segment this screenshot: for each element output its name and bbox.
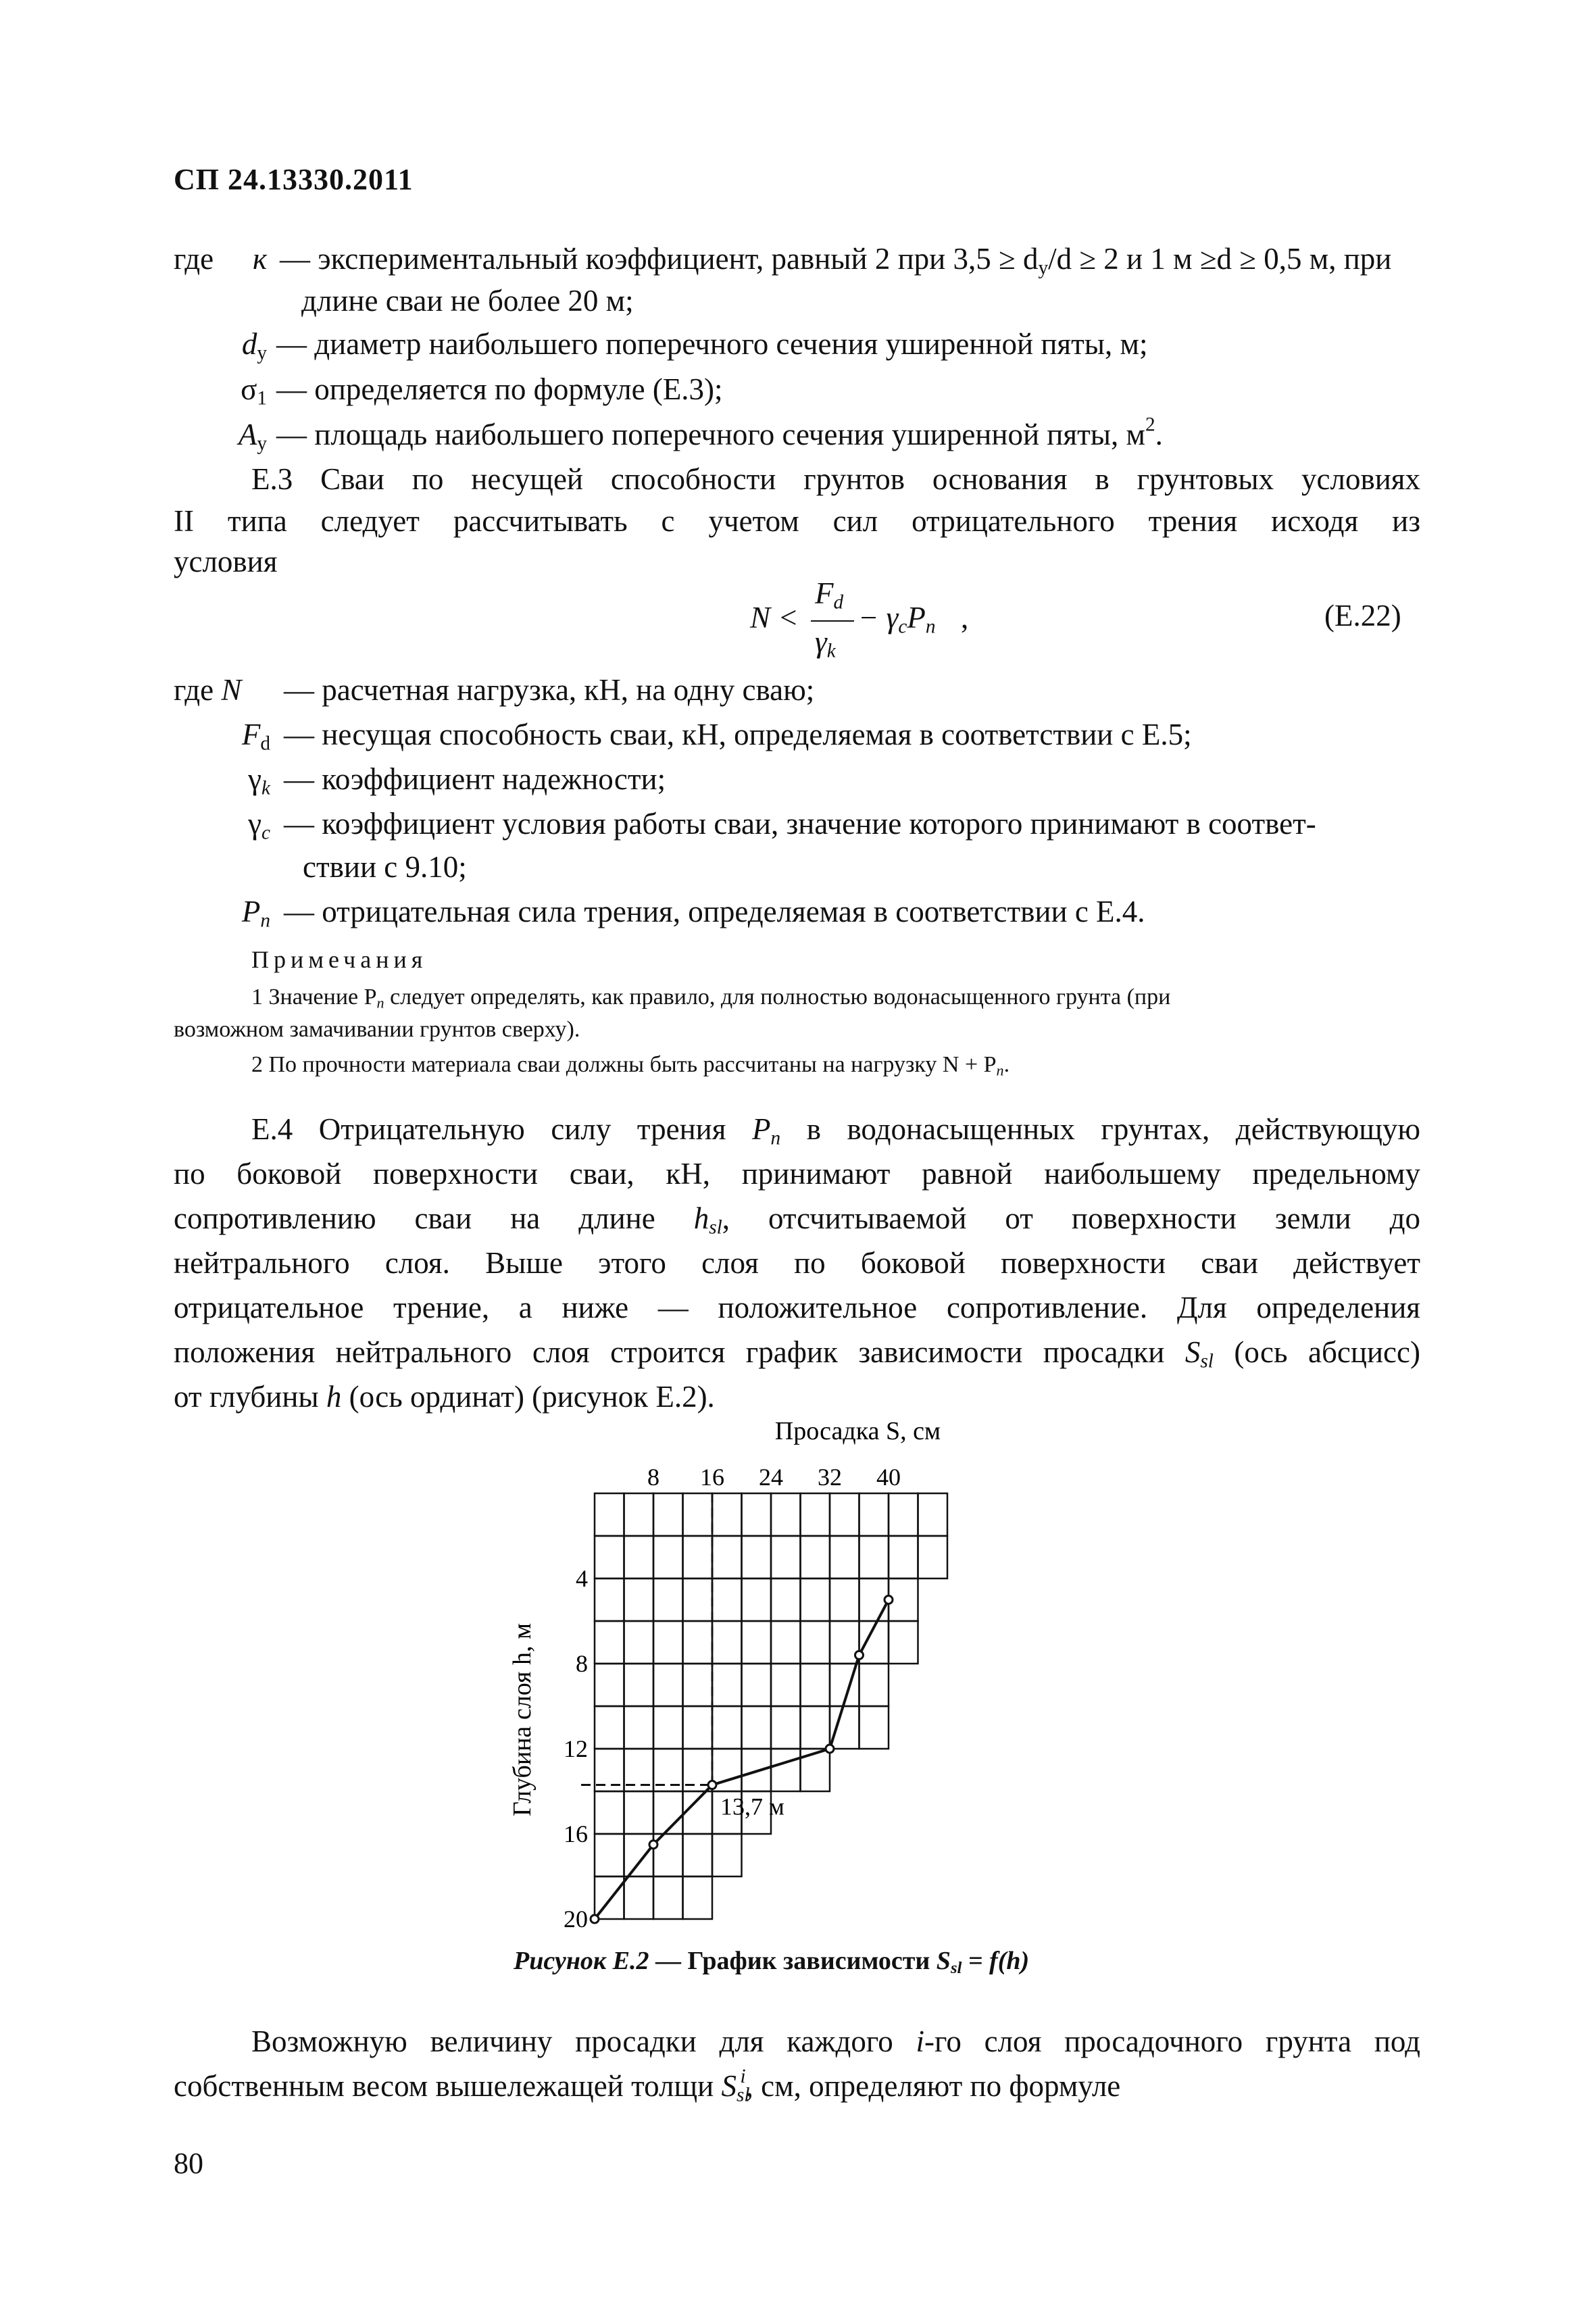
def-Pn-text: — отрицательная сила трения, определяемая в соответствии с Е.4. — [284, 895, 1145, 928]
grid-cell — [918, 1536, 948, 1578]
def-gc-text-line2: ствии с 9.10; — [303, 850, 467, 884]
y-tick-label: 8 — [576, 1650, 588, 1677]
data-point — [826, 1745, 834, 1753]
settlement-depth-chart — [473, 1419, 1149, 1946]
para-final-line1: Возможную величину просадки для каждого i-го слоя просадочного грунта под — [251, 2024, 1420, 2058]
y-tick-label: 4 — [576, 1565, 588, 1592]
data-point — [855, 1651, 864, 1659]
document-header: СП 24.13330.2011 — [174, 163, 414, 196]
def-gc-text: — коэффициент условия работы сваи, значение которого принимают в соответ- — [284, 807, 1316, 841]
para-e4-line2: по боковой поверхности сваи, кН, принимают равной наибольшему предельному — [174, 1157, 1420, 1191]
grid-cell — [801, 1664, 830, 1706]
grid-cell — [595, 1493, 624, 1536]
para-e4-line7: от глубины h (ось ординат) (рисунок Е.2). — [174, 1380, 715, 1414]
figure-caption: Рисунок Е.2 — График зависимости $S_{sl} = f(h)$ — [514, 1947, 1030, 1978]
grid-cell — [624, 1493, 654, 1536]
grid-cell — [595, 1664, 624, 1706]
grid-cell — [712, 1493, 742, 1536]
x-tick-label: 32 — [818, 1464, 842, 1491]
grid-cell — [653, 1578, 683, 1621]
grid-cell — [624, 1664, 654, 1706]
grid-cell — [653, 1621, 683, 1664]
def-sigma1-text: — определяется по формуле (Е.3); — [276, 372, 723, 406]
grid-cell — [683, 1791, 713, 1834]
grid-cell — [683, 1834, 713, 1876]
grid-cell — [683, 1706, 713, 1749]
grid-cell — [595, 1834, 624, 1876]
def-N-text: — расчетная нагрузка, кН, на одну сваю; — [284, 673, 815, 707]
note-1-line1: 1 Значение $P_n$ следует определять, как правило, для полностью водонасыщенного грунта (при — [251, 985, 1171, 1012]
grid-cell — [712, 1664, 742, 1706]
y-tick-label: 12 — [564, 1735, 588, 1762]
grid-cell — [830, 1578, 859, 1621]
grid-cell — [771, 1664, 801, 1706]
def-k-symbol: к — [253, 242, 268, 276]
para-final-line2: собственным весом вышележащей толщи $S_{sl}^i$, см, определяют по формуле — [174, 2065, 1121, 2106]
def-gk-text: — коэффициент надежности; — [284, 762, 666, 796]
def-Ay-symbol: $A_y$ — [238, 418, 267, 455]
grid-cell — [742, 1664, 772, 1706]
grid-cell — [595, 1578, 624, 1621]
para-e3-line3: условия — [174, 545, 278, 578]
y-tick-label: 20 — [564, 1906, 588, 1933]
def-k-text: — экспериментальный коэффициент, равный 2 при $3,5 \ge d_y/d \ge 2$ и 1 м ≥d ≥ 0,5 м, при — [280, 242, 1392, 279]
grid-cell — [801, 1621, 830, 1664]
grid-cell — [653, 1493, 683, 1536]
page-number: 80 — [174, 2147, 203, 2180]
def-dy-text: — диаметр наибольшего поперечного сечения уширенной пяты, м; — [276, 327, 1148, 361]
where-label: где — [174, 242, 214, 276]
grid-cell — [918, 1493, 948, 1536]
x-tick-label: 40 — [876, 1464, 901, 1491]
formula-numerator: $F_d$ — [815, 576, 844, 614]
grid-cell — [889, 1536, 918, 1578]
y-axis-title: Глубина слоя h, м — [508, 1622, 537, 1817]
data-point — [591, 1915, 599, 1923]
def-dy-symbol: $d_y$ — [241, 327, 267, 364]
def-Ay-text: — площадь наибольшего поперечного сечения уширенной пяты, $м^2$. — [276, 414, 1163, 451]
grid-cell — [653, 1664, 683, 1706]
grid-cell — [653, 1536, 683, 1578]
fraction-bar — [811, 620, 854, 622]
formula-comma: , — [961, 601, 969, 634]
para-e4-line1: Е.4 Отрицательную силу трения $P_n$ в водонасыщенных грунтах, действующую — [251, 1112, 1420, 1149]
data-point — [708, 1781, 716, 1789]
grid-cell — [859, 1706, 889, 1749]
grid-cell — [712, 1621, 742, 1664]
grid-cell — [830, 1536, 859, 1578]
notes-title: Примечания — [251, 946, 428, 973]
grid-cell — [653, 1791, 683, 1834]
para-e4-line4: нейтрального слоя. Выше этого слоя по боковой поверхности сваи действует — [174, 1246, 1420, 1280]
grid-cell — [683, 1536, 713, 1578]
grid-cell — [595, 1791, 624, 1834]
para-e3-line2: II типа следует рассчитывать с учетом сил отрицательного трения исходя из — [174, 504, 1420, 538]
note-2: 2 По прочности материала сваи должны быть рассчитаны на нагрузку $N + P_n$. — [251, 1052, 1010, 1079]
grid-cell — [830, 1493, 859, 1536]
grid-cell — [771, 1706, 801, 1749]
grid-cell — [859, 1664, 889, 1706]
grid-cell — [683, 1876, 713, 1919]
grid-cell — [683, 1664, 713, 1706]
grid-cell — [801, 1493, 830, 1536]
y-tick-label: 16 — [564, 1820, 588, 1847]
neutral-layer-label: 13,7 м — [720, 1793, 784, 1820]
grid-cell — [624, 1876, 654, 1919]
x-tick-label: 24 — [759, 1464, 783, 1491]
grid-cell — [742, 1706, 772, 1749]
data-point — [884, 1596, 893, 1604]
where-label-2: где N — [174, 673, 242, 707]
grid-cell — [624, 1578, 654, 1621]
x-tick-label: 8 — [647, 1464, 659, 1491]
grid-cell — [624, 1834, 654, 1876]
grid-cell — [653, 1706, 683, 1749]
grid-cell — [595, 1706, 624, 1749]
note-1-line2: возможном замачивании грунтов сверху). — [174, 1017, 580, 1042]
para-e4-line3: сопротивлению сваи на длине $h_{sl}$, отсчитываемой от поверхности земли до — [174, 1201, 1420, 1239]
grid-cell — [742, 1493, 772, 1536]
data-point — [649, 1841, 657, 1849]
grid-cell — [683, 1493, 713, 1536]
grid-cell — [889, 1621, 918, 1664]
grid-cell — [771, 1749, 801, 1791]
formula-denominator: $\gamma_k$ — [815, 625, 836, 662]
grid-cell — [595, 1536, 624, 1578]
def-gc-symbol: $\gamma_c$ — [248, 807, 270, 844]
formula-lhs: N < — [750, 601, 799, 634]
grid-cell — [859, 1493, 889, 1536]
grid-cell — [859, 1536, 889, 1578]
grid-cell — [595, 1621, 624, 1664]
grid-cell — [771, 1578, 801, 1621]
grid-cell — [771, 1493, 801, 1536]
grid-cell — [830, 1706, 859, 1749]
grid-cell — [742, 1621, 772, 1664]
grid-cell — [653, 1876, 683, 1919]
grid-cell — [624, 1536, 654, 1578]
formula-gamma-c: − $\gamma_cP_n$ — [858, 601, 936, 638]
grid-cell — [742, 1536, 772, 1578]
grid-cell — [801, 1706, 830, 1749]
para-e4-line5: отрицательное трение, а ниже — положительное сопротивление. Для определения — [174, 1291, 1420, 1324]
para-e4-line6: положения нейтрального слоя строится график зависимости просадки $S_{sl}$ (ось абсцисс) — [174, 1335, 1420, 1372]
def-sigma1-symbol: $\sigma_1$ — [241, 372, 267, 409]
def-gk-symbol: $\gamma_k$ — [248, 762, 270, 799]
grid-cell — [624, 1706, 654, 1749]
grid-cell — [624, 1791, 654, 1834]
def-Fd-symbol: $F_d$ — [241, 718, 270, 755]
x-axis-title: Просадка S, см — [774, 1419, 941, 1445]
def-Pn-symbol: $P_n$ — [241, 895, 270, 932]
formula-e22 — [750, 576, 993, 664]
def-k-text-line2: длине сваи не более 20 м; — [301, 284, 634, 318]
grid-cell — [683, 1578, 713, 1621]
para-e3-line1: Е.3 Сваи по несущей способности грунтов основания в грунтовых условиях — [251, 462, 1420, 496]
grid-cell — [683, 1621, 713, 1664]
grid-cell — [771, 1621, 801, 1664]
grid-cell — [771, 1536, 801, 1578]
grid-cell — [712, 1578, 742, 1621]
formula-label: (E.22) — [1324, 599, 1401, 632]
grid-cell — [712, 1834, 742, 1876]
grid-cell — [742, 1578, 772, 1621]
grid-cell — [801, 1536, 830, 1578]
grid-cell — [801, 1578, 830, 1621]
x-tick-label: 16 — [700, 1464, 724, 1491]
grid-cell — [889, 1493, 918, 1536]
def-Fd-text: — несущая способность сваи, кН, определяемая в соответствии с Е.5; — [284, 718, 1192, 751]
grid-cell — [712, 1706, 742, 1749]
grid-cell — [624, 1621, 654, 1664]
grid-cell — [712, 1536, 742, 1578]
